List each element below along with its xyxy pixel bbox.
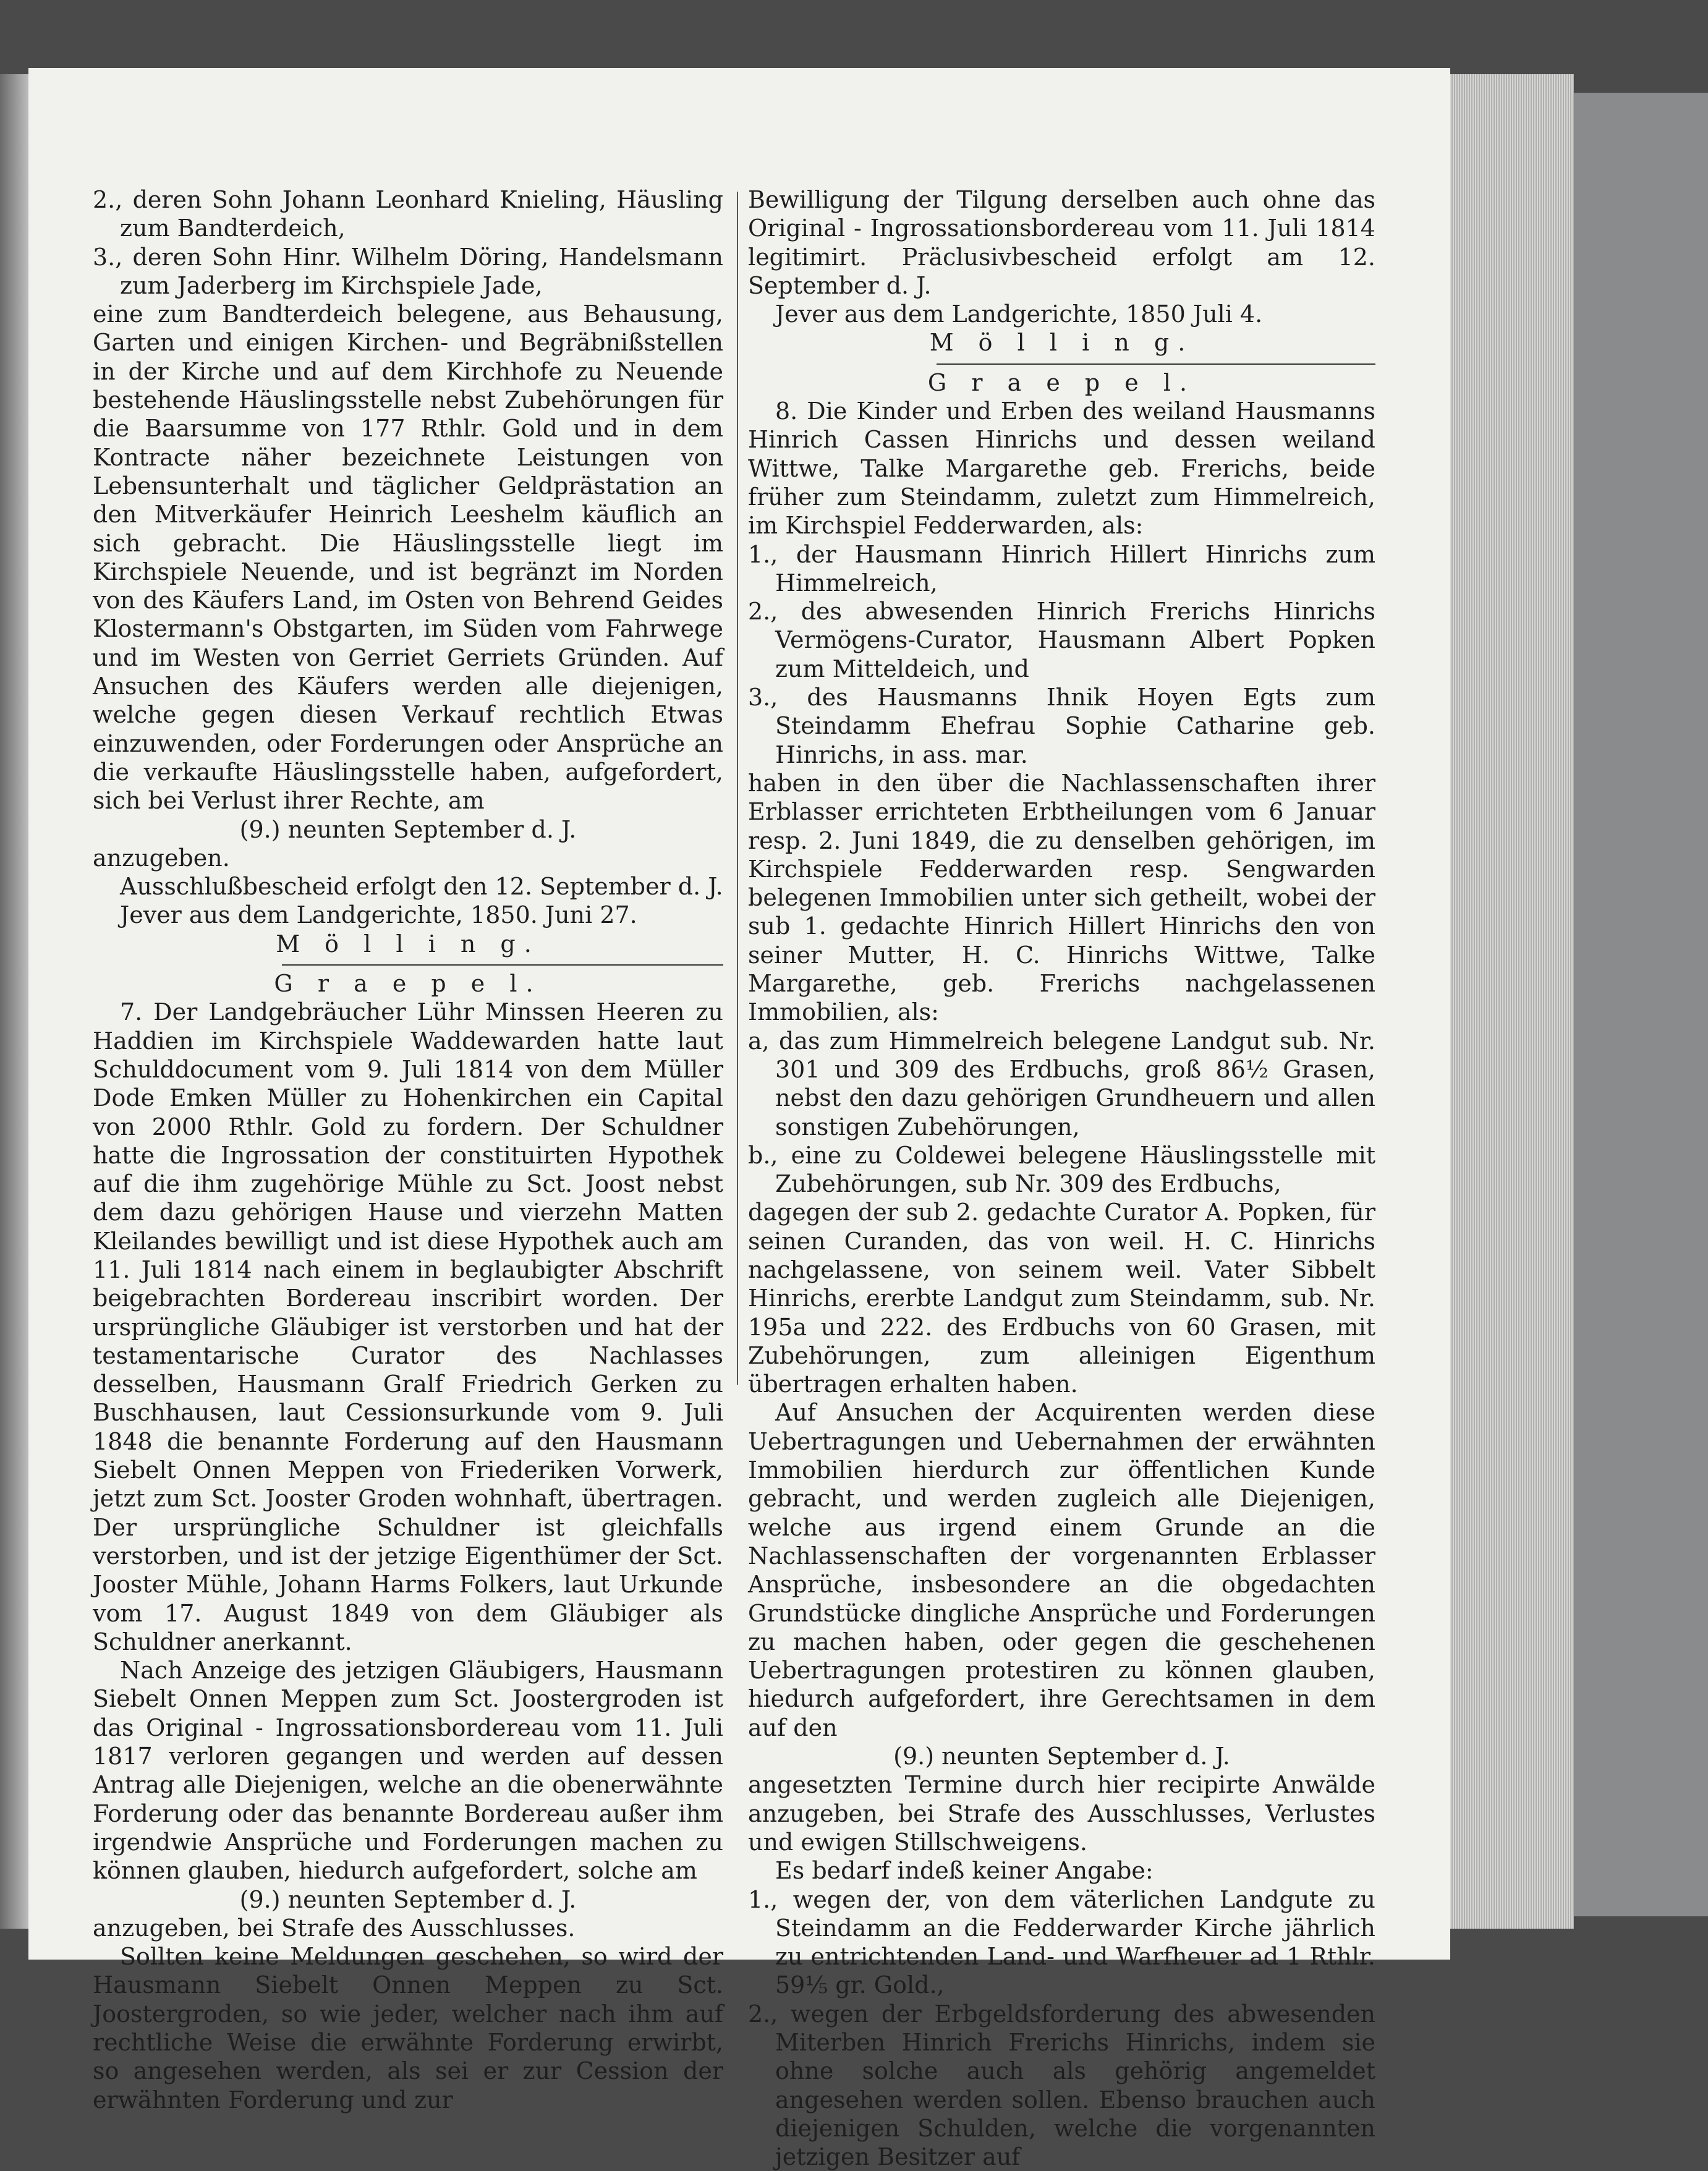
place-date-line: Jever aus dem Landgerichte, 1850 Juli 4. (775, 300, 1263, 328)
date-line: (9.) neunten September d. J. (239, 1885, 577, 1913)
column-divider (737, 192, 738, 1385)
right-column (748, 185, 1375, 2171)
left-column (93, 185, 723, 2114)
paragraph: dagegen der sub 2. gedachte Curator A. Popken, für seinen Curanden, das von weil. H. C. Hinrichs nachgelassene, von seinem weil. Vater Sibbelt Hinrichs, ererbte Landgut zum Steindamm, sub. Nr. 195a und 222. des Erdbuchs von 60 Grasen, mit Zubehörungen, zum alleinigen Eigenthum übertragen erhalten haben. (748, 1199, 1375, 1398)
list-item: 3., des Hausmanns Ihnik Hoyen Egts zum Steindamm Ehefrau Sophie Catharine geb. Hinrichs, in ass. mar. (748, 684, 1375, 768)
list-item: 1., wegen der, von dem väterlichen Landgute zu Steindamm an die Fedderwarder Kirche jährlich zu entrichtenden Land- und Warfheuer ad 1 Rthlr. 59⅕ gr. Gold., (748, 1885, 1375, 1999)
place-date-line: Jever aus dem Landgerichte, 1850. Juni 27. (120, 901, 637, 929)
list-item: 2., wegen der Erbgeldsforderung des abwesenden Miterben Hinrich Frerichs Hinrichs, indem sie ohne solche auch als gehörig angemeldet angesehen werden sollen. Ebenso brauchen auch diejenigen Schulden, welche die vorgenannten jetzigen Besitzer auf (748, 2000, 1375, 2171)
divider (282, 964, 723, 966)
signature-name: G r a e p e l. (274, 970, 542, 998)
paragraph: anzugeben. (93, 844, 230, 872)
list-item: 2., deren Sohn Johann Leonhard Knieling, Häusling zum Bandterdeich, (93, 186, 723, 242)
page-edge-stack (1450, 74, 1574, 1929)
paragraph: angesetzten Termine durch hier recipirte Anwälde anzugeben, bei Strafe des Ausschlusses, Verlustes und ewigen Stillschweigens. (748, 1771, 1375, 1856)
list-item: 1., der Hausmann Hinrich Hillert Hinrichs zum Himmelreich, (748, 540, 1375, 597)
list-item: 2., des abwesenden Hinrich Frerichs Hinrichs Vermögens-Curator, Hausmann Albert Popken zum Mitteldeich, und (748, 598, 1375, 682)
book-gutter (0, 74, 28, 1929)
paragraph: Auf Ansuchen der Acquirenten werden diese Uebertragungen und Uebernahmen der erwähnten Immobilien hierdurch zur öffentlichen Kunde gebracht, und werden zugleich alle Diejenigen, welche aus irgend einem Grunde an die Nachlassenschaften der vorgenannten Erblasser Ansprüche, insbesondere an die obgedachten Grundstücke dingliche Ansprüche und Forderungen zu machen haben, oder gegen die geschehenen Uebertragungen protestiren zu können glauben, hiedurch aufgefordert, ihre Gerechtsamen in dem auf den (748, 1399, 1375, 1741)
notice-paragraph: 8. Die Kinder und Erben des weiland Hausmanns Hinrich Cassen Hinrichs und dessen weiland Wittwe, Talke Margarethe geb. Frerichs, beide früher zum Steindamm, zuletzt zum Himmelreich, im Kirchspiel Fedderwarden, als: (748, 397, 1375, 540)
paragraph: eine zum Bandterdeich belegene, aus Behausung, Garten und einigen Kirchen- und Begräbnißstellen in der Kirche und auf dem Kirchhofe zu Neuende bestehende Häuslingsstelle nebst Zubehörungen für die Baarsumme von 177 Rthlr. Gold und in dem Kontracte näher bezeichnete Leistungen von Lebensunterhalt und täglicher Geldprästation an den Mitverkäufer Heinrich Leeshelm käuflich an sich gebracht. Die Häuslingsstelle liegt im Kirchspiele Neuende, und ist begränzt im Norden von des Käufers Land, im Osten von Behrend Geides Klostermann's Obstgarten, im Süden vom Fahrwege und im Westen von Gerriet Gerriets Gründen. Auf Ansuchen des Käufers werden alle diejenigen, welche gegen diesen Verkauf rechtlich Etwas einzuwenden, oder Forderungen oder Ansprüche an die verkaufte Häuslingsstelle haben, aufgefordert, sich bei Verlust ihrer Rechte, am (93, 300, 723, 815)
date-line: (9.) neunten September d. J. (239, 815, 577, 843)
paragraph: anzugeben, bei Strafe des Ausschlusses. (93, 1914, 576, 1942)
signature-name: M ö l l i n g. (929, 329, 1194, 357)
paragraph: Ausschlußbescheid erfolgt den 12. September d. J. (120, 873, 723, 901)
signature-name: M ö l l i n g. (276, 930, 540, 958)
paragraph: Nach Anzeige des jetzigen Gläubigers, Hausmann Siebelt Onnen Meppen zum Sct. Joostergroden ist das Original - Ingrossationsbordereau vom 11. Juli 1817 verloren gegangen und werden auf dessen Antrag alle Diejenigen, welche an die obenerwähnte Forderung oder das benannte Bordereau außer ihm irgendwie Ansprüche und Forderungen machen zu können glauben, hiedurch aufgefordert, solche am (93, 1657, 723, 1885)
notice-paragraph: 7. Der Landgebräucher Lühr Minssen Heeren zu Haddien im Kirchspiele Waddewarden hatte laut Schulddocument vom 9. Juli 1814 von dem Müller Dode Emken Müller zu Hohenkirchen ein Capital von 2000 Rthlr. Gold zu fordern. Der Schuldner hatte die Ingrossation der constituirten Hypothek auf die ihm zugehörige Mühle zu Sct. Joost nebst dem dazu gehörigen Hause und vierzehn Matten Kleilandes bewilligt und ist diese Hypothek auch am 11. Juli 1814 nach einem in beglaubigter Abschrift beigebrachten Bordereau inscribirt worden. Der ursprüngliche Gläubiger ist verstorben und hat der testamentarische Curator des Nachlasses desselben, Hausmann Gralf Friedrich Gerken zu Buschhausen, laut Cessionsurkunde vom 9. Juli 1848 die benannte Forderung auf den Hausmann Siebelt Onnen Meppen von Friederiken Vorwerk, jetzt zum Sct. Jooster Groden wohnhaft, übertragen. Der ursprüngliche Schuldner ist gleichfalls verstorben, und ist der jetzige Eigenthümer der Sct. Jooster Mühle, Johann Harms Folkers, laut Urkunde vom 17. August 1849 von dem Gläubiger als Schuldner anerkannt. (93, 998, 723, 1655)
book-cover-edge (1574, 93, 1708, 1916)
list-item: a, das zum Himmelreich belegene Landgut sub. Nr. 301 und 309 des Erdbuchs, groß 86½ Grasen, nebst den dazu gehörigen Grundheuern und allen sonstigen Zubehörungen, (748, 1027, 1375, 1141)
divider (937, 363, 1376, 365)
paragraph: haben in den über die Nachlassenschaften ihrer Erblasser errichteten Erbtheilungen vom 6 Januar resp. 2. Juni 1849, die zu denselben gehörigen, im Kirchspiele Fedderwarden resp. Sengwarden belegenen Immobilien unter sich getheilt, wobei der sub 1. gedachte Hinrich Hillert Hinrichs den von seiner Mutter, H. C. Hinrichs Wittwe, Talke Margarethe, geb. Frerichs nachgelassenen Immobilien, als: (748, 769, 1375, 1026)
date-line: (9.) neunten September d. J. (893, 1743, 1230, 1770)
paragraph: Sollten keine Meldungen geschehen, so wird der Hausmann Siebelt Onnen Meppen zu Sct. Joostergroden, so wie jeder, welcher nach ihm auf rechtliche Weise die erwähnte Forderung erwirbt, so angesehen werden, als sei er zur Cession der erwähnten Forderung und zur (93, 1943, 723, 2114)
list-item: 3., deren Sohn Hinr. Wilhelm Döring, Handelsmann zum Jaderberg im Kirchspiele Jade, (93, 243, 723, 299)
paragraph: Bewilligung der Tilgung derselben auch ohne das Original - Ingrossationsbordereau vom 11. Juli 1814 legitimirt. Präclusivbescheid erfolgt am 12. September d. J. (748, 186, 1375, 299)
paragraph: Es bedarf indeß keiner Angabe: (775, 1857, 1154, 1885)
signature-name: G r a e p e l. (927, 368, 1196, 396)
list-item: b., eine zu Coldewei belegene Häuslingsstelle mit Zubehörungen, sub Nr. 309 des Erdbuchs, (748, 1141, 1375, 1198)
